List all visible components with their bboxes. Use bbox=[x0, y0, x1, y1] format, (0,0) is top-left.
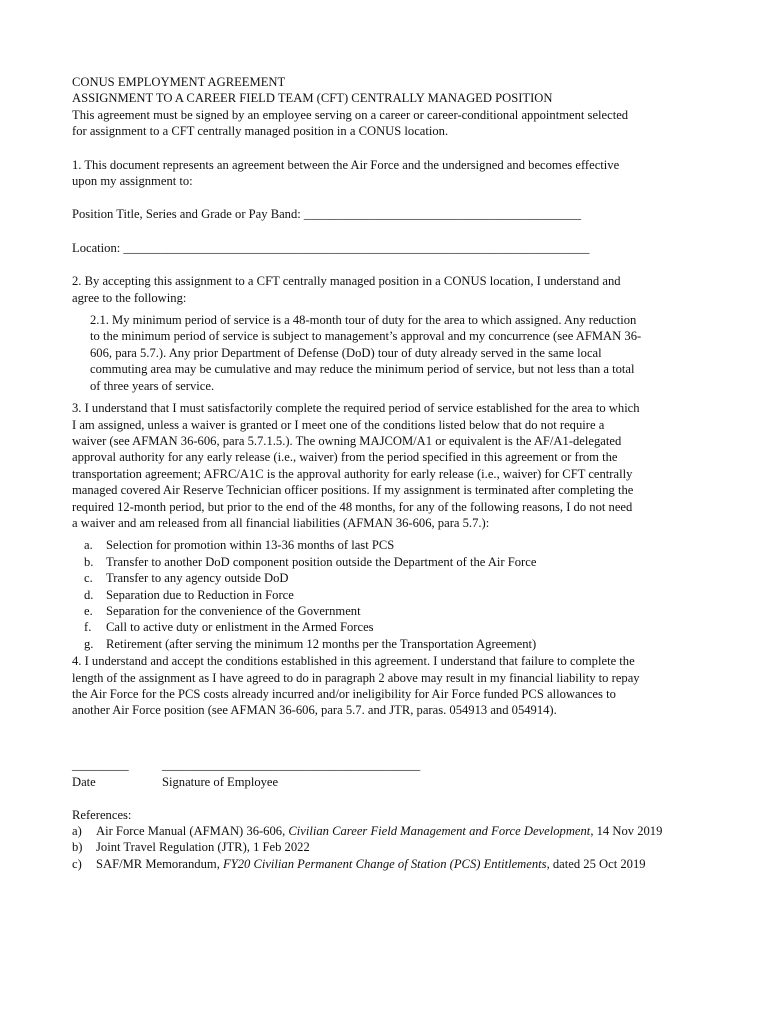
location-field: Location: __________________________________________________________________________ bbox=[72, 240, 590, 255]
paragraph-line: 606, para 5.7.). Any prior Department of Defense (DoD) tour of duty already served in the same local bbox=[90, 345, 602, 360]
signature-input-line[interactable]: _________________________________________ bbox=[162, 757, 421, 772]
paragraph-line: of three years of service. bbox=[90, 378, 215, 393]
list-item-text: Call to active duty or enlistment in the Armed Forces bbox=[106, 620, 374, 635]
list-item-text: Retirement (after serving the minimum 12 months per the Transportation Agreement) bbox=[106, 636, 537, 651]
list-item-text: Separation due to Reduction in Force bbox=[106, 587, 294, 602]
document-subtitle: ASSIGNMENT TO A CAREER FIELD TEAM (CFT) CENTRALLY MANAGED POSITION bbox=[72, 91, 553, 106]
reference-title: Civilian Career Field Management and Force Development bbox=[288, 824, 591, 839]
signature-label: Signature of Employee bbox=[162, 775, 279, 790]
paragraph-line: upon my assignment to: bbox=[72, 174, 193, 189]
paragraph-line: 4. I understand and accept the conditions established in this agreement. I understand that failure to complete the bbox=[72, 654, 635, 669]
list-item-text: Selection for promotion within 13-36 months of last PCS bbox=[106, 538, 395, 553]
reference-item bbox=[72, 823, 702, 839]
paragraph-line: commuting area may be cumulative and may reduce the minimum period of service, but not less than a total bbox=[90, 362, 635, 377]
list-marker: f. bbox=[84, 620, 92, 635]
reference-text: Air Force Manual (AFMAN) 36-606, bbox=[96, 824, 289, 839]
paragraph-line: 2.1. My minimum period of service is a 48-month tour of duty for the area to which assigned. Any reduction bbox=[90, 313, 637, 328]
list-item bbox=[72, 587, 702, 603]
position-title-field: Position Title, Series and Grade or Pay Band: ____________________________________________ bbox=[72, 207, 581, 222]
list-item-text: Transfer to any agency outside DoD bbox=[106, 571, 289, 586]
list-marker: e. bbox=[84, 603, 93, 618]
list-marker: g. bbox=[84, 636, 94, 651]
paragraph-line: the Air Force for the PCS costs already incurred and/or ineligibility for Air Force funded PCS allowances to bbox=[72, 687, 616, 701]
conditions-list bbox=[72, 537, 702, 652]
reference-date: , 14 Nov 2019 bbox=[590, 824, 663, 839]
document-title: CONUS EMPLOYMENT AGREEMENT bbox=[72, 75, 286, 89]
reference-text: SAF/MR Memorandum, bbox=[96, 856, 223, 871]
paragraph-2-1 bbox=[72, 312, 702, 394]
list-marker: d. bbox=[84, 587, 94, 602]
list-item bbox=[72, 570, 702, 586]
document-page bbox=[72, 74, 702, 872]
paragraph-line: 1. This document represents an agreement between the Air Force and the undersigned and becomes effective bbox=[72, 157, 620, 172]
paragraph-line: waiver (see AFMAN 36-606, para 5.7.1.5.). The owning MAJCOM/A1 or equivalent is the AF/A1-delegated bbox=[72, 433, 622, 448]
reference-title: FY20 Civilian Permanent Change of Station (PCS) Entitlements bbox=[223, 856, 547, 871]
paragraph-line: agree to the following: bbox=[72, 290, 187, 305]
list-item bbox=[72, 554, 702, 570]
reference-marker: a) bbox=[72, 824, 82, 839]
paragraph-line: transportation agreement; AFRC/A1C is the approval authority for early release (i.e., waiver) for CFT centrally bbox=[72, 466, 633, 481]
paragraph-line: required 12-month period, but prior to the end of the 48 months, for any of the following reasons, I do not need bbox=[72, 499, 633, 514]
list-marker: b. bbox=[84, 554, 94, 569]
list-item bbox=[72, 636, 702, 652]
signature-labels bbox=[72, 774, 702, 790]
paragraph-line: a waiver and am released from all financial liabilities (AFMAN 36-606, para 5.7.): bbox=[72, 515, 490, 530]
signature-lines bbox=[72, 757, 702, 773]
reference-marker: b) bbox=[72, 840, 83, 855]
paragraph-line: length of the assignment as I have agreed to do in paragraph 2 above may result in my financial liability to repay bbox=[72, 670, 640, 685]
paragraph-line: approval authority for any early release (i.e., waiver) from the period specified in this agreement or from the bbox=[72, 450, 618, 465]
paragraph-line: another Air Force position (see AFMAN 36-606, para 5.7. and JTR, paras. 054913 and 054914). bbox=[72, 703, 557, 718]
document-header bbox=[72, 74, 702, 140]
date-label: Date bbox=[72, 775, 96, 790]
list-item-text: Separation for the convenience of the Government bbox=[106, 603, 361, 618]
paragraph-line: managed covered Air Reserve Technician officer positions. If my assignment is terminated after completing the bbox=[72, 483, 634, 498]
list-marker: a. bbox=[84, 538, 93, 553]
reference-item bbox=[72, 839, 702, 855]
reference-text: Joint Travel Regulation (JTR), 1 Feb 2022 bbox=[96, 840, 310, 855]
list-item bbox=[72, 603, 702, 619]
date-input-line[interactable]: _________ bbox=[72, 757, 129, 772]
paragraph-line: 2. By accepting this assignment to a CFT centrally managed position in a CONUS location, I understand and bbox=[72, 274, 621, 289]
paragraph-line: I am assigned, unless a waiver is granted or I meet one of the conditions listed below that do not require a bbox=[72, 417, 605, 432]
references-heading: References: bbox=[72, 807, 132, 822]
reference-item bbox=[72, 856, 702, 872]
references-section bbox=[72, 807, 702, 873]
paragraph-line: 3. I understand that I must satisfactorily complete the required period of service established for the area to which bbox=[72, 401, 640, 416]
list-item-text: Transfer to another DoD component position outside the Department of the Air Force bbox=[106, 554, 537, 569]
paragraph-line: to the minimum period of service is subject to management’s approval and my concurrence (see AFMAN 36- bbox=[90, 329, 642, 344]
reference-date: , dated 25 Oct 2019 bbox=[546, 856, 646, 871]
list-item bbox=[72, 619, 702, 635]
paragraph-2 bbox=[72, 273, 702, 306]
intro-line: This agreement must be signed by an employee serving on a career or career-conditional appointment selected bbox=[72, 107, 629, 122]
paragraph-4 bbox=[72, 653, 702, 719]
intro-line: for assignment to a CFT centrally managed position in a CONUS location. bbox=[72, 124, 449, 139]
list-item bbox=[72, 537, 702, 553]
list-marker: c. bbox=[84, 571, 93, 586]
reference-marker: c) bbox=[72, 856, 82, 871]
paragraph-3 bbox=[72, 400, 702, 531]
paragraph-1 bbox=[72, 157, 702, 190]
